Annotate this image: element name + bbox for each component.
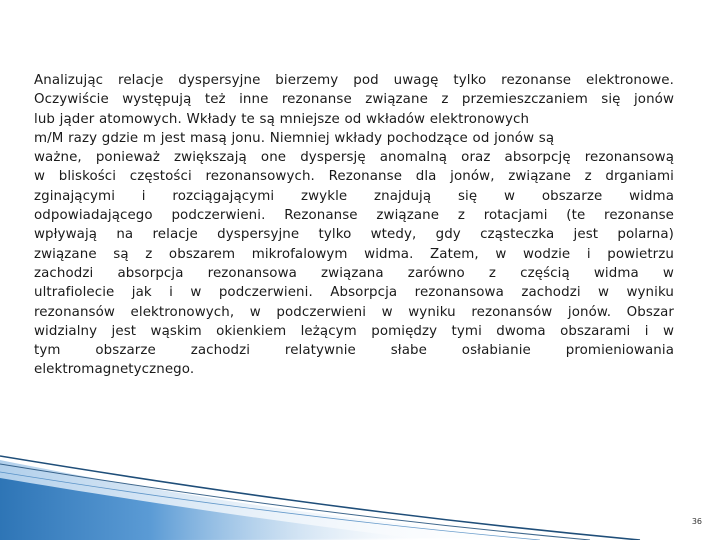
text-line-13: rezonansów elektronowych, w podczerwieni w wyniku rezonansów jonów. Obszar — [34, 304, 674, 320]
text-line-12: ultrafiolecie jak i w podczerwieni. Absorpcja rezonansowa zachodzi w wyniku — [34, 285, 674, 301]
text-line-2: Oczywiście występują też inne rezonanse związane z przemieszczaniem się jonów — [34, 92, 674, 108]
slide-body-text — [34, 71, 674, 380]
text-line-16: elektromagnetycznego. — [34, 362, 195, 378]
text-line-3: lub jąder atomowych. Wkłady te są mniejsze od wkładów elektronowych — [34, 111, 530, 127]
text-line-8: odpowiadającego podczerwieni. Rezonanse związane z rotacjami (te rezonanse — [34, 208, 674, 224]
slide-number: 36 — [691, 517, 702, 526]
wave-dark-line-2 — [0, 464, 590, 540]
wave-dark-line-3 — [0, 472, 540, 540]
wave-dark-line-1 — [0, 456, 640, 540]
text-line-14: widzialny jest wąskim okienkiem leżącym pomiędzy tymi dwoma obszarami i w — [34, 323, 674, 339]
text-line-7: zginającymi i rozciągającymi zwykle znajdują się w obszarze widma — [34, 188, 674, 204]
text-line-1: Analizując relacje dyspersyjne bierzemy pod uwagę tylko rezonanse elektronowe. — [34, 73, 674, 88]
text-line-4: m/M razy gdzie m jest masą jonu. Niemniej wkłady pochodzące od jonów są — [34, 130, 555, 146]
text-line-11: zachodzi absorpcja rezonansowa związana zarówno z częścią widma w — [34, 265, 674, 281]
text-line-9: wpływają na relacje dyspersyjne tylko wtedy, gdy cząsteczka jest polarna) — [34, 227, 674, 243]
text-line-15: tym obszarze zachodzi relatywnie słabe osłabianie promieniowania — [34, 343, 674, 359]
wave-main-band — [0, 478, 430, 540]
wave-light-band — [0, 460, 560, 540]
text-line-6: w bliskości częstości rezonansowych. Rezonanse dla jonów, związane z drganiami — [34, 169, 674, 185]
bottom-wave-decoration — [0, 450, 720, 540]
text-line-5: ważne, ponieważ zwiększają one dyspersję anomalną oraz absorpcję rezonansową — [34, 150, 674, 166]
text-line-10: związane są z obszarem mikrofalowym widma. Zatem, w wodzie i powietrzu — [34, 246, 674, 262]
